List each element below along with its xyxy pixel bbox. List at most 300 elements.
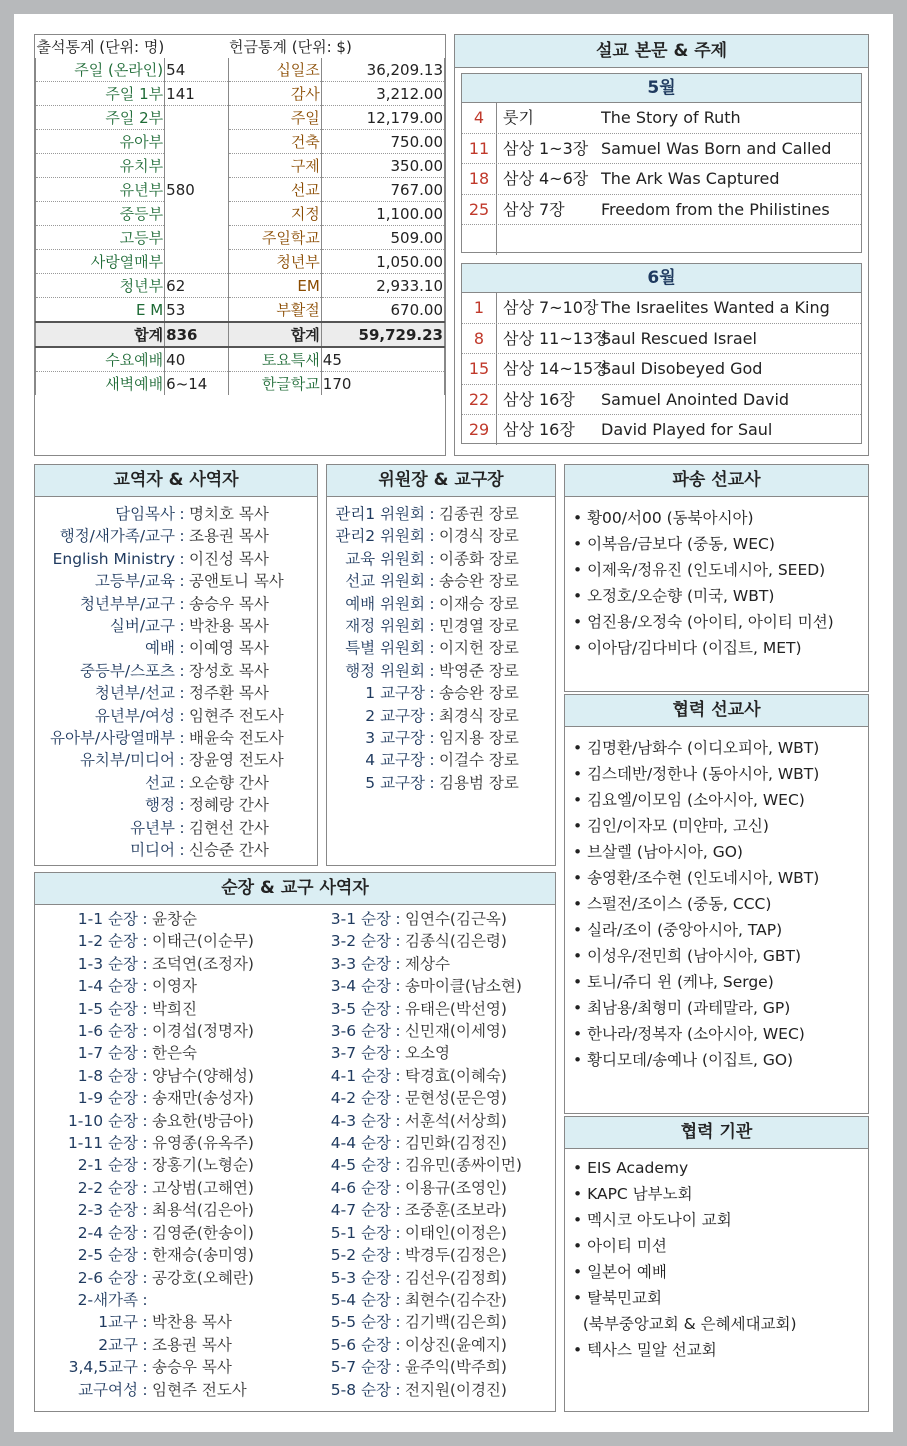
list-item: (북부중앙교회 & 은혜세대교회) xyxy=(573,1315,797,1333)
item-name: 이경섭(정명자) xyxy=(152,1022,254,1041)
list-item: • 김요엘/이모임 (소아시아, WEC) xyxy=(573,791,805,809)
list-item: • 탈북민교회 xyxy=(573,1289,662,1307)
att-label: 유아부 xyxy=(36,130,165,154)
list-item: • 김스데반/정한나 (동아시아, WBT) xyxy=(573,765,820,783)
sermon-passage: 삼상 7장 xyxy=(503,199,565,219)
item-role: 4-4 순장 xyxy=(330,1134,391,1153)
sermon-header: 설교 본문 & 주제 xyxy=(455,35,868,68)
sermon-day: 8 xyxy=(462,324,497,354)
colon-separator: : xyxy=(395,954,401,973)
list-item xyxy=(305,1289,555,1311)
item-role: 4-3 순장 xyxy=(330,1111,391,1130)
partner-missionaries-box xyxy=(564,694,869,1114)
att-total-label: 합계 xyxy=(36,322,165,347)
off-value: 1,050.00 xyxy=(321,250,444,274)
colon-separator: : xyxy=(395,1044,401,1063)
list-item xyxy=(35,953,305,975)
sent-missionaries-box xyxy=(564,464,869,692)
sermon-passage: 삼상 16장 xyxy=(503,389,575,409)
sermon-passage xyxy=(497,225,601,255)
att-label: 유치부 xyxy=(36,154,165,178)
off-label: 부활절 xyxy=(228,298,321,323)
off-value: 350.00 xyxy=(321,154,444,178)
item-role: 3-3 순장 xyxy=(330,954,391,973)
item-name: 송승우 목사 xyxy=(189,594,269,613)
stats-table xyxy=(35,35,445,395)
off-label: 주일 xyxy=(228,106,321,130)
item-role: English Ministry xyxy=(52,549,175,568)
colon-separator: : xyxy=(179,773,185,792)
list-item xyxy=(35,1042,305,1064)
colon-separator: : xyxy=(142,1089,148,1108)
colon-separator: : xyxy=(142,954,148,973)
list-item xyxy=(327,727,555,749)
colon-separator: : xyxy=(395,1290,401,1309)
att-label: 청년부 xyxy=(36,274,165,298)
item-role: 1-11 순장 xyxy=(67,1134,138,1153)
item-role: 유년부 xyxy=(130,818,175,837)
partner-missionaries-header: 협력 선교사 xyxy=(565,695,868,727)
list-item xyxy=(305,930,555,952)
offering-header: 헌금통계 (단위: $) xyxy=(229,38,352,56)
item-name: 문현성(문은영) xyxy=(405,1089,507,1108)
list-item: • 이아담/김다비다 (이집트, MET) xyxy=(573,639,802,657)
sermon-day: 25 xyxy=(462,195,497,225)
item-name: 공강호(오혜란) xyxy=(152,1268,254,1287)
item-name: 이재승 장로 xyxy=(439,594,519,613)
item-role: 4-5 순장 xyxy=(330,1156,391,1175)
list-item xyxy=(327,637,555,659)
colon-separator: : xyxy=(179,527,185,546)
sermon-row xyxy=(462,293,861,324)
item-name: 조용권 목사 xyxy=(189,527,269,546)
cell-leaders-header: 순장 & 교구 사역자 xyxy=(35,873,555,905)
item-role: 5-5 순장 xyxy=(330,1313,391,1332)
sermon-passage: 삼상 1~3장 xyxy=(503,138,589,158)
list-item xyxy=(35,548,317,570)
item-name: 장윤영 전도사 xyxy=(189,751,284,770)
colon-separator: : xyxy=(429,527,435,546)
item-role: 3-7 순장 xyxy=(330,1044,391,1063)
item-role: 관리2 위원회 xyxy=(335,527,425,546)
sermon-passage: 삼상 16장 xyxy=(503,420,575,439)
sermon-title: Samuel Was Born and Called xyxy=(601,138,832,158)
colon-separator: : xyxy=(179,505,185,523)
list-item xyxy=(35,772,317,794)
colon-separator: : xyxy=(395,910,401,928)
list-item: • EIS Academy xyxy=(573,1159,689,1177)
list-item xyxy=(35,1334,305,1356)
org-list xyxy=(565,1149,868,1363)
item-role: 선교 위원회 xyxy=(345,572,425,591)
colon-separator: : xyxy=(395,1066,401,1085)
item-role: 4-2 순장 xyxy=(330,1089,391,1108)
item-role: 3-4 순장 xyxy=(330,977,391,996)
item-role: 4 교구장 xyxy=(365,751,425,770)
att-extra-label: 새벽예배 xyxy=(36,372,165,396)
sermon-title: The Story of Ruth xyxy=(601,108,741,127)
list-item xyxy=(35,1244,305,1266)
list-item xyxy=(327,570,555,592)
item-name: 이진성 목사 xyxy=(189,549,269,568)
item-name: 한재승(송미영) xyxy=(152,1246,254,1265)
colon-separator: : xyxy=(179,796,185,815)
att-extra-value: 40 xyxy=(165,347,228,372)
sermon-day: 4 xyxy=(462,103,497,133)
item-role: 1-2 순장 xyxy=(77,932,138,951)
list-item: • 엄진용/오정숙 (아이티, 아이티 미션) xyxy=(573,613,834,631)
colon-separator: : xyxy=(179,751,185,770)
cell-leaders-box xyxy=(34,872,556,1412)
list-item: • 토니/쥬디 윈 (케냐, Serge) xyxy=(573,973,774,991)
att-label: 중등부 xyxy=(36,202,165,226)
list-item: • 일본어 예배 xyxy=(573,1263,667,1281)
att-value-merged: 580 xyxy=(165,106,228,274)
partner-list xyxy=(565,727,868,1073)
list-item xyxy=(35,682,317,704)
item-name: 박영준 장로 xyxy=(439,661,519,680)
off-label: 구제 xyxy=(228,154,321,178)
colon-separator: : xyxy=(142,1290,148,1309)
item-name: 김기백(김은희) xyxy=(405,1313,507,1332)
colon-separator: : xyxy=(179,617,185,636)
list-item xyxy=(35,975,305,997)
item-role: 2교구 xyxy=(98,1335,138,1354)
list-item xyxy=(327,503,555,525)
list-item xyxy=(327,615,555,637)
list-item: • 황00/서00 (동북아시아) xyxy=(573,509,754,527)
item-role: 1-8 순장 xyxy=(77,1066,138,1085)
item-role: 1-3 순장 xyxy=(77,954,138,973)
list-item: • 멕시코 아도나이 교회 xyxy=(573,1211,732,1229)
item-role: 선교 xyxy=(145,773,175,792)
list-item: • 한나라/정복자 (소아시아, WEC) xyxy=(573,1025,805,1043)
item-name: 박희진 xyxy=(152,999,197,1018)
item-role: 실버/교구 xyxy=(109,617,175,636)
colon-separator: : xyxy=(395,999,401,1018)
colon-separator: : xyxy=(395,977,401,996)
colon-separator: : xyxy=(395,1156,401,1175)
sermon-title: The Ark Was Captured xyxy=(601,169,780,188)
colon-separator: : xyxy=(142,1335,148,1354)
list-item: • 이제욱/정유진 (인도네시아, SEED) xyxy=(573,561,826,579)
off-total-value: 59,729.23 xyxy=(321,322,444,347)
item-role: 예배 위원회 xyxy=(345,594,425,613)
item-name: 장홍기(노형순) xyxy=(152,1156,254,1175)
item-name: 조덕연(조정자) xyxy=(152,954,254,973)
item-role: 1교구 xyxy=(98,1313,138,1332)
item-name: 임지용 장로 xyxy=(439,729,519,748)
list-item: • 브살렐 (남아시아, GO) xyxy=(573,843,743,861)
off-value: 1,100.00 xyxy=(321,202,444,226)
sermon-passage: 삼상 7~10장 xyxy=(503,298,599,317)
cell-right-list xyxy=(305,908,555,1401)
colon-separator: : xyxy=(142,1380,148,1399)
list-item xyxy=(305,1267,555,1289)
colon-separator: : xyxy=(142,1268,148,1287)
item-role: 청년부/선교 xyxy=(94,684,175,703)
list-item xyxy=(327,705,555,727)
item-name: 김선우(김정희) xyxy=(405,1268,507,1287)
item-name: 박경두(김정은) xyxy=(405,1246,507,1265)
item-role: 5-2 순장 xyxy=(330,1246,391,1265)
sent-missionaries-header: 파송 선교사 xyxy=(565,465,868,497)
cell-left-list xyxy=(35,908,305,1401)
off-value: 670.00 xyxy=(321,298,444,323)
colon-separator: : xyxy=(142,1358,148,1377)
item-name: 송마이클(남소현) xyxy=(405,977,522,996)
list-item xyxy=(35,1154,305,1176)
list-item xyxy=(35,817,317,839)
sermon-day: 11 xyxy=(462,134,497,164)
list-item xyxy=(35,615,317,637)
item-name: 정혜랑 간사 xyxy=(189,796,269,815)
off-value: 3,212.00 xyxy=(321,82,444,106)
colon-separator: : xyxy=(142,1223,148,1242)
off-label: 주일학교 xyxy=(228,226,321,250)
item-name: 박찬용 목사 xyxy=(152,1313,232,1332)
colon-separator: : xyxy=(429,684,435,703)
list-item: • 송영환/조수현 (인도네시아, WBT) xyxy=(573,869,820,887)
colon-separator: : xyxy=(395,1022,401,1041)
list-item xyxy=(35,794,317,816)
item-role: 행정 xyxy=(145,796,175,815)
item-name: 이태인(이정은) xyxy=(405,1223,507,1242)
colon-separator: : xyxy=(429,706,435,725)
list-item xyxy=(35,503,317,525)
list-item xyxy=(35,1065,305,1087)
colon-separator: : xyxy=(142,999,148,1018)
colon-separator: : xyxy=(429,617,435,636)
item-name: 이영자 xyxy=(152,977,197,996)
list-item: • 황디모데/송예나 (이집트, GO) xyxy=(573,1051,794,1069)
item-role: 4-6 순장 xyxy=(330,1178,391,1197)
item-role: 5-8 순장 xyxy=(330,1380,391,1399)
item-role: 5-7 순장 xyxy=(330,1358,391,1377)
item-role: 2-1 순장 xyxy=(77,1156,138,1175)
month-june-box xyxy=(461,263,862,444)
item-name: 이태근(이순무) xyxy=(152,932,254,951)
sermon-day xyxy=(462,225,497,255)
item-role: 5-6 순장 xyxy=(330,1335,391,1354)
sermon-day: 15 xyxy=(462,354,497,384)
list-item: • KAPC 남부노회 xyxy=(573,1185,693,1203)
item-name: 조용권 목사 xyxy=(152,1335,232,1354)
list-item xyxy=(305,1110,555,1132)
colon-separator: : xyxy=(395,1178,401,1197)
sermon-row xyxy=(462,164,861,195)
colon-separator: : xyxy=(429,505,435,523)
colon-separator: : xyxy=(142,1201,148,1220)
sermon-passage: 삼상 11~13장 xyxy=(503,328,609,348)
partner-orgs-box xyxy=(564,1116,869,1412)
item-role: 3-5 순장 xyxy=(330,999,391,1018)
item-name: 최용석(김은아) xyxy=(152,1201,254,1220)
sermon-row xyxy=(462,324,861,355)
item-name: 윤주익(박주희) xyxy=(405,1358,507,1377)
item-name: 이경식 장로 xyxy=(439,527,519,546)
item-name: 김영준(한송이) xyxy=(152,1223,254,1242)
colon-separator: : xyxy=(142,1134,148,1153)
item-name: 이걸수 장로 xyxy=(439,751,519,770)
item-name: 오소영 xyxy=(405,1044,450,1063)
item-name: 김용범 장로 xyxy=(439,773,519,792)
item-role: 교구여성 xyxy=(78,1380,138,1399)
item-name: 송요한(방금아) xyxy=(152,1111,254,1130)
month-title: 6월 xyxy=(462,264,861,293)
item-role: 2-6 순장 xyxy=(77,1268,138,1287)
list-item xyxy=(305,1356,555,1378)
list-item xyxy=(305,908,555,930)
list-item xyxy=(35,1222,305,1244)
list-item xyxy=(305,1334,555,1356)
list-item xyxy=(35,1289,305,1311)
item-name: 이예영 목사 xyxy=(189,639,269,658)
sermon-title: Saul Rescued Israel xyxy=(601,328,757,348)
item-name: 최경식 장로 xyxy=(439,706,519,725)
list-item xyxy=(305,1379,555,1401)
list-item xyxy=(35,637,317,659)
item-name: 이용규(조영인) xyxy=(405,1178,507,1197)
item-role: 5-1 순장 xyxy=(330,1223,391,1242)
staff-header: 교역자 & 사역자 xyxy=(35,465,317,497)
colon-separator: : xyxy=(179,661,185,680)
list-item: • 이성우/전민희 (남아시아, GBT) xyxy=(573,947,802,965)
item-name: 윤창순 xyxy=(152,910,197,928)
item-name: 이상진(윤예지) xyxy=(405,1335,507,1354)
att-label: 유년부 xyxy=(36,178,165,202)
off-value: 2,933.10 xyxy=(321,274,444,298)
item-name: 김유민(종싸이먼) xyxy=(405,1156,522,1175)
list-item: • 실라/조이 (중앙아시아, TAP) xyxy=(573,921,783,939)
item-name: 김민화(김정진) xyxy=(405,1134,507,1153)
item-name: 양남수(양해성) xyxy=(152,1066,254,1085)
item-role: 중등부/스포츠 xyxy=(79,661,175,680)
item-role: 5 교구장 xyxy=(365,773,425,792)
list-item xyxy=(327,682,555,704)
item-role: 1-10 순장 xyxy=(67,1111,138,1130)
item-name: 임현주 전도사 xyxy=(152,1380,247,1399)
attendance-header: 출석통계 (단위: 명) xyxy=(36,38,165,56)
att-value: 54 xyxy=(165,58,228,82)
item-name: 제상수 xyxy=(405,954,450,973)
staff-box xyxy=(34,464,318,866)
colon-separator: : xyxy=(179,729,185,748)
item-role: 4-7 순장 xyxy=(330,1201,391,1220)
list-item xyxy=(35,839,317,861)
stats-box xyxy=(34,34,446,456)
list-item xyxy=(305,1087,555,1109)
item-role: 5-4 순장 xyxy=(330,1290,391,1309)
bulletin-page xyxy=(14,14,893,1432)
item-role: 1-7 순장 xyxy=(77,1044,138,1063)
item-name: 이종화 장로 xyxy=(439,549,519,568)
off-extra-label: 토요특새 xyxy=(228,347,321,372)
list-item xyxy=(327,548,555,570)
item-role: 5-3 순장 xyxy=(330,1268,391,1287)
colon-separator: : xyxy=(179,572,185,591)
att-label: 주일 (온라인) xyxy=(36,58,165,82)
list-item xyxy=(327,660,555,682)
colon-separator: : xyxy=(395,1089,401,1108)
item-role: 특별 위원회 xyxy=(345,639,425,658)
item-name: 서훈석(서상희) xyxy=(405,1111,507,1130)
sermon-passage: 룻기 xyxy=(503,108,534,127)
list-item xyxy=(35,570,317,592)
list-item xyxy=(35,727,317,749)
colon-separator: : xyxy=(179,706,185,725)
list-item xyxy=(305,998,555,1020)
att-value: 62 xyxy=(165,274,228,298)
item-role: 유치부/미디어 xyxy=(79,751,175,770)
colon-separator: : xyxy=(179,818,185,837)
item-name: 김종권 장로 xyxy=(439,505,519,523)
item-role: 2-새가족 xyxy=(77,1290,138,1309)
list-item xyxy=(35,525,317,547)
list-item: • 이복음/금보다 (중동, WEC) xyxy=(573,535,775,553)
staff-list xyxy=(35,497,317,862)
colon-separator: : xyxy=(395,1268,401,1287)
colon-separator: : xyxy=(142,1111,148,1130)
list-item xyxy=(35,998,305,1020)
att-label: 주일 1부 xyxy=(36,82,165,106)
off-total-label: 합계 xyxy=(228,322,321,347)
item-name: 한은숙 xyxy=(152,1044,197,1063)
off-label: 선교 xyxy=(228,178,321,202)
colon-separator: : xyxy=(429,639,435,658)
list-item xyxy=(305,975,555,997)
off-value: 767.00 xyxy=(321,178,444,202)
item-role: 2 교구장 xyxy=(365,706,425,725)
colon-separator: : xyxy=(395,1201,401,1220)
item-name: 유영종(유옥주) xyxy=(152,1134,254,1153)
att-value: 53 xyxy=(165,298,228,323)
colon-separator: : xyxy=(179,549,185,568)
month-title: 5월 xyxy=(462,74,861,103)
off-label: 감사 xyxy=(228,82,321,106)
item-name: 송승완 장로 xyxy=(439,572,519,591)
item-role: 3,4,5교구 xyxy=(68,1358,138,1377)
item-role: 청년부부/교구 xyxy=(79,594,175,613)
sermon-day: 1 xyxy=(462,293,497,323)
item-role: 고등부/교육 xyxy=(94,572,175,591)
list-item xyxy=(35,1267,305,1289)
item-role: 4-1 순장 xyxy=(330,1066,391,1085)
off-label: EM xyxy=(228,274,321,298)
off-extra-label: 한글학교 xyxy=(228,372,321,396)
item-role: 교육 위원회 xyxy=(345,549,425,568)
item-role: 1-5 순장 xyxy=(77,999,138,1018)
item-name: 최현수(김수잔) xyxy=(405,1290,507,1309)
item-role: 1-1 순장 xyxy=(77,910,138,928)
list-item: • 오정호/오순향 (미국, WBT) xyxy=(573,587,775,605)
off-label: 건축 xyxy=(228,130,321,154)
colon-separator: : xyxy=(395,1223,401,1242)
colon-separator: : xyxy=(142,1313,148,1332)
item-name: 명치호 목사 xyxy=(189,505,269,523)
colon-separator: : xyxy=(395,1313,401,1332)
att-label: 고등부 xyxy=(36,226,165,250)
list-item xyxy=(305,1042,555,1064)
item-role: 3-1 순장 xyxy=(330,910,391,928)
off-value: 12,179.00 xyxy=(321,106,444,130)
item-role: 2-4 순장 xyxy=(77,1223,138,1242)
att-extra-label: 수요예배 xyxy=(36,347,165,372)
partner-orgs-header: 협력 기관 xyxy=(565,1117,868,1149)
item-name: 배윤숙 전도사 xyxy=(189,729,284,748)
colon-separator: : xyxy=(429,751,435,770)
off-value: 36,209.13 xyxy=(321,58,444,82)
